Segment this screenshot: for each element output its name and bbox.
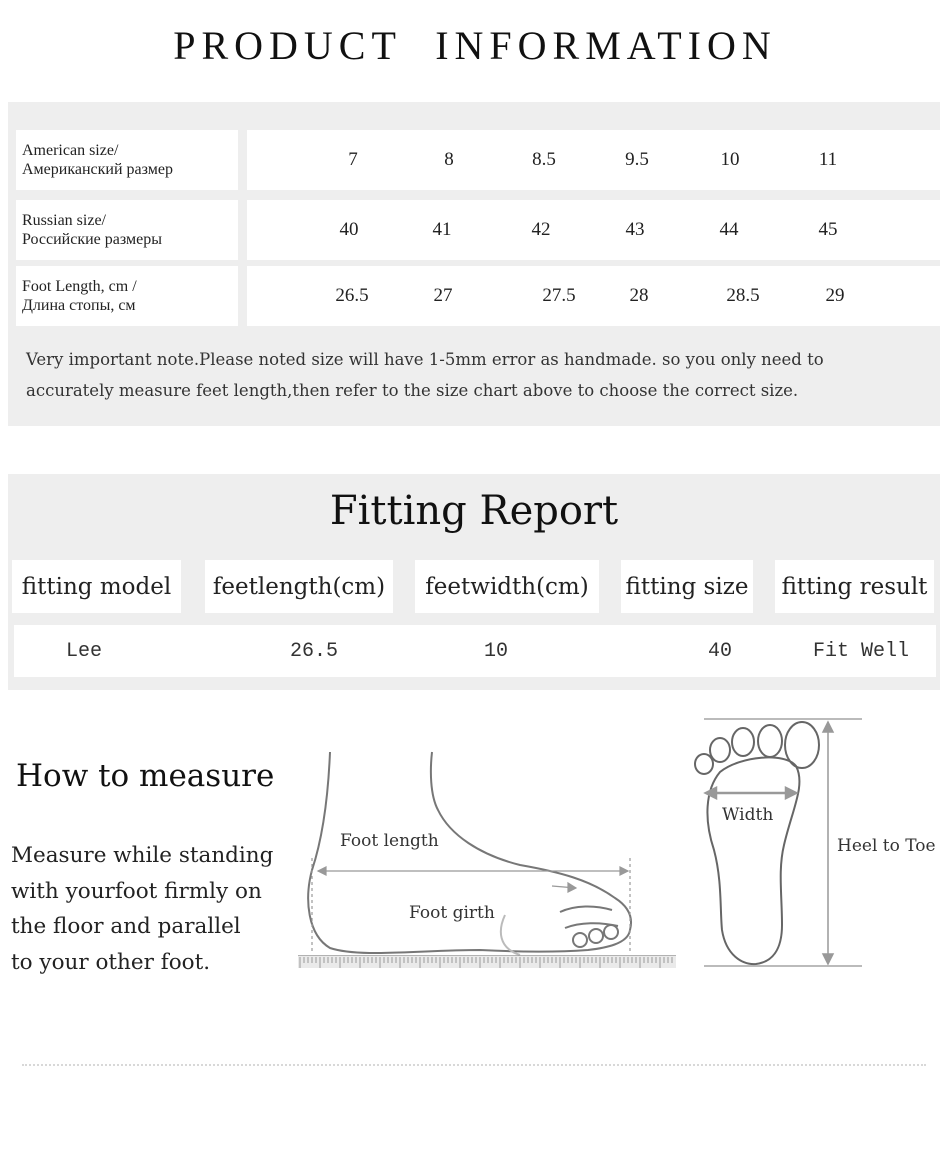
label-english: Foot Length, cm / — [22, 278, 137, 295]
width-arrow — [706, 788, 796, 798]
note-line: accurately measure feet length,then refer to the size chart above to choose the correct size. — [26, 381, 799, 400]
label-russian: Российские размеры — [22, 231, 162, 248]
header-fitting-model: fitting model — [12, 560, 181, 613]
cell-feet-width: 10 — [483, 639, 508, 663]
header-fitting-result: fitting result — [775, 560, 934, 613]
instruction-line: Measure while standing — [11, 843, 274, 868]
size-value: 9.5 — [625, 149, 649, 170]
instruction-line: the floor and parallel — [11, 914, 241, 939]
foot-length-label: Foot length — [340, 831, 439, 851]
how-to-measure-title: How to measure — [16, 758, 275, 794]
cell-feet-length: 26.5 — [289, 639, 338, 663]
label-english: Russian size/ — [22, 212, 106, 229]
size-value: 27 — [433, 285, 453, 306]
size-value: 8 — [444, 149, 454, 170]
cell-model: Lee — [65, 639, 102, 663]
cell-fitting-size: 40 — [707, 639, 732, 663]
size-value: 8.5 — [532, 149, 556, 170]
dotted-divider — [22, 1064, 926, 1066]
size-value: 45 — [818, 219, 838, 240]
instruction-line: to your other foot. — [11, 949, 211, 975]
page-title: PRODUCT INFORMATION — [173, 23, 777, 68]
size-value: 40 — [339, 219, 359, 240]
size-value: 28 — [629, 285, 649, 306]
heel-to-toe-label: Heel to Toe — [837, 836, 936, 856]
label-english: American size/ — [22, 142, 119, 159]
side-foot-illustration — [308, 752, 631, 955]
label-russian: Американский размер — [22, 161, 173, 178]
label-russian: Длина стопы, см — [22, 297, 136, 314]
size-value: 26.5 — [335, 285, 369, 306]
heel-to-toe-arrow — [823, 722, 833, 964]
size-value: 44 — [719, 219, 739, 240]
size-value: 42 — [531, 219, 551, 240]
foot-girth-label: Foot girth — [409, 903, 495, 923]
size-value: 11 — [818, 149, 838, 170]
header-fitting-size: fitting size — [621, 560, 753, 613]
fitting-report-title: Fitting Report — [329, 488, 619, 534]
cell-fitting-result: Fit Well — [812, 639, 909, 663]
header-feet-length: feetlength(cm) — [205, 560, 393, 613]
size-value: 29 — [825, 285, 845, 306]
size-value: 10 — [720, 149, 740, 170]
size-value: 43 — [625, 219, 645, 240]
ruler-icon — [298, 956, 676, 968]
width-label: Width — [722, 805, 774, 825]
size-value: 27.5 — [542, 285, 576, 306]
header-feet-width: feetwidth(cm) — [415, 560, 599, 613]
size-value: 7 — [348, 149, 358, 170]
instruction-line: with yourfoot firmly on — [11, 878, 262, 904]
size-value: 28.5 — [726, 285, 760, 306]
note-line: Very important note.Please noted size will have 1-5mm error as handmade. so you only need to — [26, 350, 824, 369]
size-value: 41 — [432, 219, 452, 240]
